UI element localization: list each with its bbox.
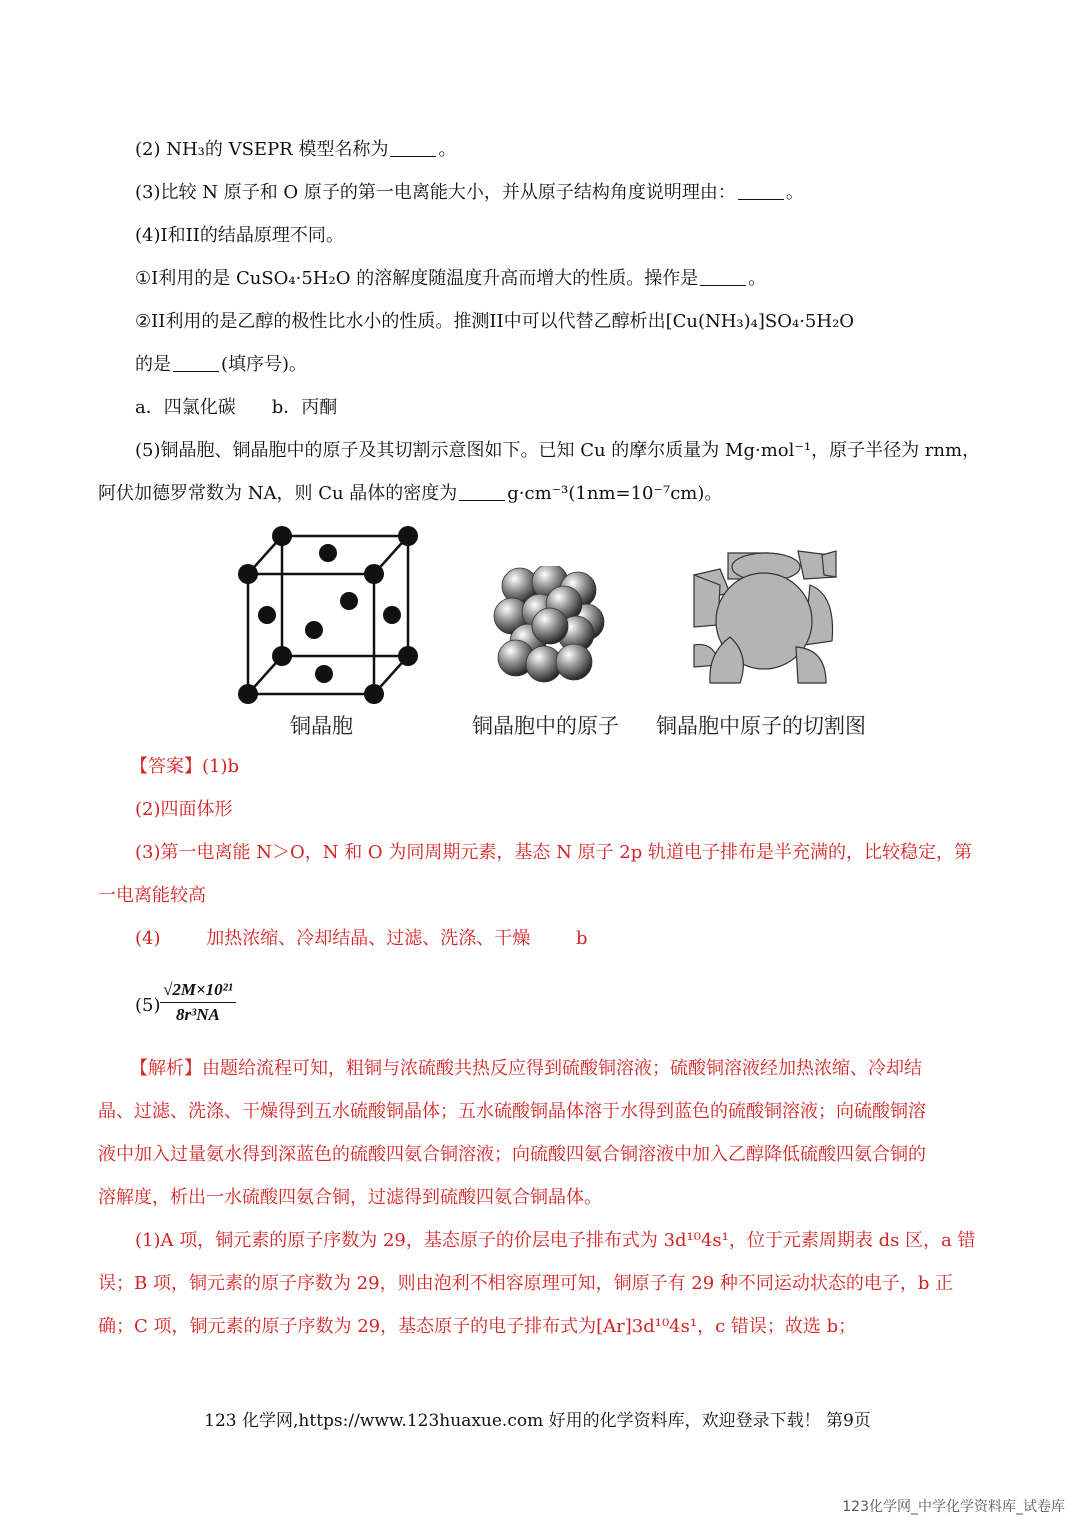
question-4: (4)I和II的结晶原理不同。 [135, 225, 344, 246]
copper-cut-atoms-figure [690, 545, 840, 685]
caption-unit-cell: 铜晶胞 [290, 714, 353, 738]
answer-blank [459, 484, 505, 501]
analysis-1: 【解析】由题给流程可知，粗铜与浓硫酸共热反应得到硫酸铜溶液；硫酸铜溶液经加热浓缩、冷却结 [130, 1058, 922, 1079]
answer-3: (3)第一电离能 N＞O，N 和 O 为同周期元素，基态 N 原子 2p 轨道电子排布是半充满的，比较稳定，第 [135, 842, 973, 863]
density-formula [160, 980, 236, 1025]
answer-blank [173, 355, 219, 372]
answer-label: 【答案】 [130, 756, 202, 777]
formula-denominator: 8r³NA [176, 1005, 220, 1024]
question-2: (2) NH₃的 VSEPR 模型名称为 。 [135, 139, 457, 160]
answer-blank [700, 269, 746, 286]
answer-blank [390, 140, 436, 157]
answer-3-cont: 一电离能较高 [98, 885, 206, 906]
copper-unit-cell-figure [232, 526, 427, 708]
caption-atoms: 铜晶胞中的原子 [472, 714, 619, 738]
answer-4: (4) 加热浓缩、冷却结晶、过滤、洗涤、干燥 b [135, 928, 588, 949]
question-5-cont: 阿伏加德罗常数为 NA，则 Cu 晶体的密度为 g·cm⁻³(1nm=10⁻⁷cm)。 [98, 483, 723, 504]
copper-atoms-figure [490, 566, 610, 686]
watermark: 123化学网_中学化学资料库_试卷库 [842, 1499, 1065, 1515]
page-footer: 123 化学网,https://www.123huaxue.com 好用的化学资料库，欢迎登录下载！ 第9页 [204, 1411, 871, 1431]
question-5: (5)铜晶胞、铜晶胞中的原子及其切割示意图如下。已知 Cu 的摩尔质量为 Mg·mol⁻¹，原子半径为 rnm， [135, 440, 981, 461]
answer-blank [738, 183, 784, 200]
options: a．四氯化碳 b．丙酮 [135, 397, 338, 418]
analysis-6: 误；B 项，铜元素的原子序数为 29，则由泡利不相容原理可知，铜原子有 29 种不同运动状态的电子，b 正 [98, 1273, 954, 1294]
question-4-2-cont: 的是 (填序号)。 [135, 354, 308, 375]
question-4-1: ①I利用的是 CuSO₄·5H₂O 的溶解度随温度升高而增大的性质。操作是 。 [135, 268, 767, 289]
analysis-7: 确；C 项，铜元素的原子序数为 29，基态原子的电子排布式为[Ar]3d¹⁰4s¹，c 错误；故选 b； [98, 1316, 857, 1337]
answer-2: (2)四面体形 [135, 799, 233, 820]
analysis-label: 【解析】 [130, 1058, 202, 1079]
analysis-2: 晶、过滤、洗涤、干燥得到五水硫酸铜晶体；五水硫酸铜晶体溶于水得到蓝色的硫酸铜溶液；向硫酸铜溶 [98, 1101, 926, 1122]
question-3: (3)比较 N 原子和 O 原子的第一电离能大小，并从原子结构角度说明理由： 。 [135, 182, 804, 203]
analysis-3: 液中加入过量氨水得到深蓝色的硫酸四氨合铜溶液；向硫酸四氨合铜溶液中加入乙醇降低硫酸四氨合铜的 [98, 1144, 926, 1165]
caption-cut-atoms: 铜晶胞中原子的切割图 [656, 714, 866, 738]
answer-1: 【答案】(1)b [130, 756, 240, 777]
analysis-5: (1)A 项，铜元素的原子序数为 29，基态原子的价层电子排布式为 3d¹⁰4s¹，位于元素周期表 ds 区，a 错 [135, 1230, 976, 1251]
question-4-2: ②II利用的是乙醇的极性比水小的性质。推测II中可以代替乙醇析出[Cu(NH₃)₄]SO₄·5H₂O [135, 311, 855, 332]
analysis-4: 溶解度，析出一水硫酸四氨合铜，过滤得到硫酸四氨合铜晶体。 [98, 1187, 602, 1208]
answer-5-label: (5) [135, 995, 161, 1016]
formula-numerator: √2M×10²¹ [160, 980, 236, 1003]
